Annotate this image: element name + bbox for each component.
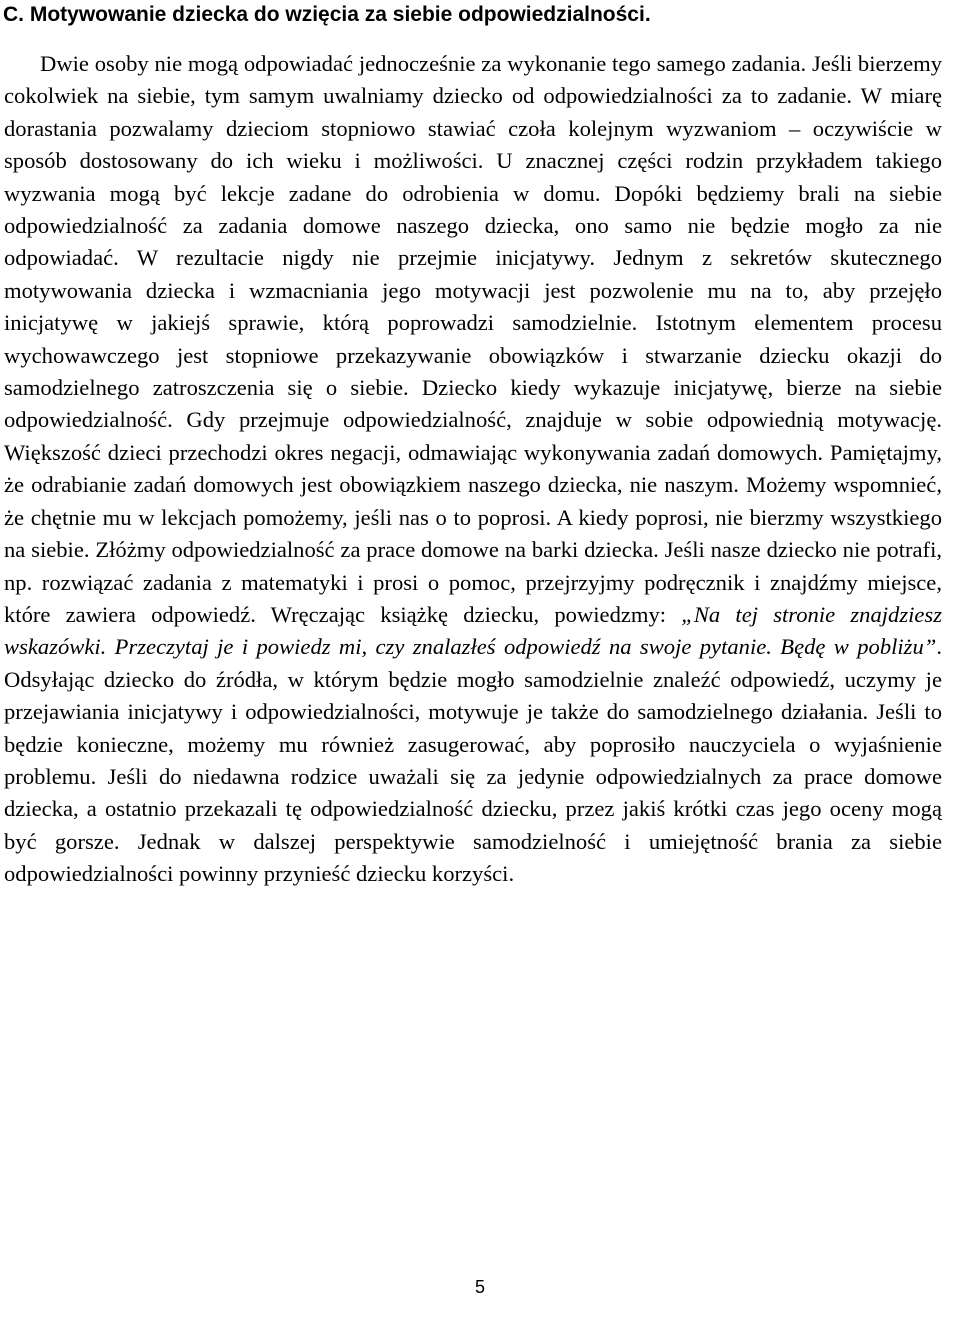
paragraph-text-before-quote: Dwie osoby nie mogą odpowiadać jednocześnie za wykonanie tego samego zadania. Jeśli bierzemy cokolwiek na siebie, tym samym uwalniamy dziecko od odpowiedzialności za to zadanie. W miarę dorastania pozwalamy dzieciom stopniowo stawiać czoła kolejnym wyzwaniom – oczywiście w sposób dostosowany do ich wieku i możliwości. U znacznej części rodzin przykładem takiego wyzwania mogą być lekcje zadane do odrobienia w domu. Dopóki będziemy brali na siebie odpowiedzialność za zadania domowe naszego dziecka, ono samo nie będzie mogło za nie odpowiadać. W rezultacie nigdy nie przejmie inicjatywy. Jednym z sekretów skutecznego motywowania dziecka i wzmacniania jego motywacji jest pozwolenie mu na to, aby przejęło inicjatywę w jakiejś sprawie, którą poprowadzi samodzielnie. Istotnym elementem procesu wychowawczego jest stopniowe przekazywanie obowiązków i stwarzanie dziecku okazji do samodzielnego zatroszczenia się o siebie. Dziecko kiedy wykazuje inicjatywę, bierze na siebie odpowiedzialność. Gdy przejmuje odpowiedzialność, znajduje w sobie odpowiednią motywację. Większość dzieci przechodzi okres negacji, odmawiając wykonywania zadań domowych. Pamiętajmy, że odrabianie zadań domowych jest obowiązkiem naszego dziecka, nie naszym. Możemy wspomnieć, że chętnie mu w lekcjach pomożemy, jeśli nas o to poprosi. A kiedy poprosi, nie bierzmy wszystkiego na siebie. Złóżmy odpowiedzialność za prace domowe na barki dziecka. Jeśli nasze dziecko nie potrafi, np. rozwiązać zadania z matematyki i prosi o pomoc, przejrzyjmy podręcznik i znajdźmy miejsce, które zawiera odpowiedź. Wręczając książkę dziecku, powiedzmy:: [4, 51, 942, 627]
section-heading: C. Motywowanie dziecka do wzięcia za siebie odpowiedzialności.: [3, 3, 651, 26]
page-number: 5: [474, 1277, 485, 1297]
body-paragraph: [4, 48, 942, 891]
paragraph-text-after-quote: . Odsyłając dziecko do źródła, w którym będzie mogło samodzielnie znaleźć odpowiedź, uczymy je przejawiania inicjatywy i odpowiedzialności, motywuje je także do samodzielnego działania. Jeśli to będzie konieczne, możemy mu również zasugerować, aby poprosiło nauczyciela o wyjaśnienie problemu. Jeśli do niedawna rodzice uważali się za jedynie odpowiedzialnych za prace domowe dziecka, a ostatnio przekazali tę odpowiedzialność dziecku, przez jakiś krótki czas jego oceny mogą być gorsze. Jednak w dalszej perspektywie samodzielność i umiejętność brania za siebie odpowiedzialności powinny przynieść dziecku korzyści.: [4, 634, 942, 887]
paragraph-quote: „Na tej stronie znajdziesz wskazówki. Przeczytaj je i powiedz mi, czy znalazłeś odpowiedź na swoje pytanie. Będę w pobliżu”: [4, 601, 943, 660]
